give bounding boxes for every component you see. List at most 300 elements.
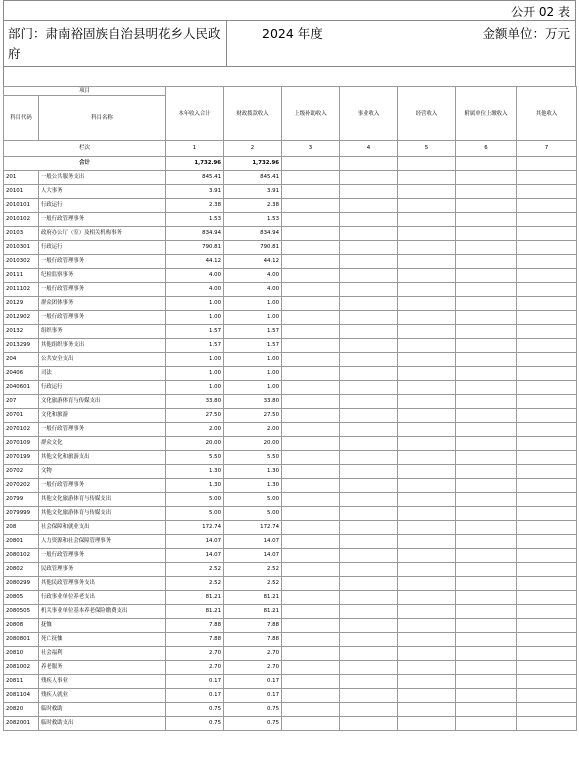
fiscal-appropriation: 4.00 (224, 283, 282, 297)
empty-cell (282, 199, 340, 213)
subject-name: 残疾人就业 (39, 689, 166, 703)
fiscal-appropriation: 5.00 (224, 493, 282, 507)
fiscal-appropriation: 2.38 (224, 199, 282, 213)
col-header-5: 经营收入 (398, 87, 456, 141)
subject-name: 行政运行 (39, 199, 166, 213)
empty-cell (517, 465, 577, 479)
empty-cell (517, 633, 577, 647)
empty-cell (340, 241, 398, 255)
income-total: 5.00 (166, 507, 224, 521)
empty-cell (517, 479, 577, 493)
empty-cell (456, 521, 517, 535)
table-row (4, 423, 577, 437)
empty-cell (282, 479, 340, 493)
empty-cell (282, 647, 340, 661)
empty-cell (456, 591, 517, 605)
empty-cell (398, 339, 456, 353)
table-row (4, 605, 577, 619)
empty-cell (282, 395, 340, 409)
subject-code: 2070102 (4, 423, 39, 437)
empty-cell (517, 297, 577, 311)
empty-cell (282, 451, 340, 465)
empty-cell (398, 297, 456, 311)
total-value: 1,732.96 (224, 157, 282, 171)
subject-code: 2010102 (4, 213, 39, 227)
empty-cell (398, 535, 456, 549)
index-row (4, 141, 577, 157)
empty-cell (282, 367, 340, 381)
empty-cell (282, 339, 340, 353)
fiscal-appropriation: 1.53 (224, 213, 282, 227)
income-total: 4.00 (166, 283, 224, 297)
empty-cell (398, 507, 456, 521)
fiscal-appropriation: 1.00 (224, 367, 282, 381)
subject-code: 2040601 (4, 381, 39, 395)
table-row (4, 395, 577, 409)
empty-cell (282, 507, 340, 521)
empty-cell (456, 675, 517, 689)
empty-cell (517, 213, 577, 227)
empty-cell (398, 227, 456, 241)
subject-code: 20406 (4, 367, 39, 381)
fiscal-appropriation: 81.21 (224, 605, 282, 619)
subject-name: 政府办公厅（室）及相关机构事务 (39, 227, 166, 241)
empty-cell (456, 381, 517, 395)
fiscal-appropriation: 5.00 (224, 507, 282, 521)
index-label: 栏次 (4, 141, 166, 157)
empty-cell (456, 437, 517, 451)
empty-cell (456, 297, 517, 311)
subject-code: 2080801 (4, 633, 39, 647)
income-total: 7.88 (166, 619, 224, 633)
subject-code: 20103 (4, 227, 39, 241)
empty-cell (517, 381, 577, 395)
income-total: 1.30 (166, 465, 224, 479)
empty-cell (398, 311, 456, 325)
income-total: 44.12 (166, 255, 224, 269)
fiscal-appropriation: 1.00 (224, 297, 282, 311)
empty-cell (517, 451, 577, 465)
income-total: 81.21 (166, 605, 224, 619)
income-total: 27.50 (166, 409, 224, 423)
empty-cell (517, 171, 577, 185)
subject-name: 其他文化和旅游支出 (39, 451, 166, 465)
subject-code: 2010101 (4, 199, 39, 213)
total-value: 1,732.96 (166, 157, 224, 171)
empty-cell (340, 255, 398, 269)
empty-cell (456, 157, 517, 171)
col-header-1: 本年收入合计 (166, 87, 224, 141)
subject-name: 人大事务 (39, 185, 166, 199)
subject-name: 其他文化旅游体育与传媒支出 (39, 493, 166, 507)
empty-cell (398, 521, 456, 535)
subject-code: 2070202 (4, 479, 39, 493)
empty-cell (456, 367, 517, 381)
empty-cell (517, 661, 577, 675)
table-row (4, 563, 577, 577)
empty-cell (340, 325, 398, 339)
income-total: 5.50 (166, 451, 224, 465)
subject-name: 一般行政管理事务 (39, 213, 166, 227)
empty-cell (398, 647, 456, 661)
empty-cell (282, 689, 340, 703)
empty-cell (340, 689, 398, 703)
income-total: 1.00 (166, 367, 224, 381)
table-row (4, 171, 577, 185)
subject-name: 行政运行 (39, 241, 166, 255)
empty-cell (517, 535, 577, 549)
fiscal-appropriation: 845.41 (224, 171, 282, 185)
subject-code: 2011102 (4, 283, 39, 297)
report-year: 2024 年度 (262, 26, 323, 41)
empty-cell (456, 577, 517, 591)
empty-cell (340, 563, 398, 577)
subject-name: 司法 (39, 367, 166, 381)
empty-cell (282, 437, 340, 451)
fiscal-appropriation: 172.74 (224, 521, 282, 535)
table-row (4, 213, 577, 227)
empty-cell (456, 339, 517, 353)
empty-cell (282, 297, 340, 311)
subject-code: 2010301 (4, 241, 39, 255)
fiscal-appropriation: 834.94 (224, 227, 282, 241)
income-total: 0.75 (166, 703, 224, 717)
subject-code: 20799 (4, 493, 39, 507)
empty-cell (517, 577, 577, 591)
empty-cell (398, 479, 456, 493)
empty-cell (340, 717, 398, 731)
empty-cell (340, 633, 398, 647)
empty-cell (456, 325, 517, 339)
subject-code: 20805 (4, 591, 39, 605)
empty-cell (456, 213, 517, 227)
subject-code: 2013299 (4, 339, 39, 353)
empty-cell (340, 213, 398, 227)
subject-name: 临时救助 (39, 703, 166, 717)
empty-cell (398, 591, 456, 605)
table-row (4, 227, 577, 241)
income-total: 1.00 (166, 311, 224, 325)
table-row (4, 465, 577, 479)
table-row (4, 479, 577, 493)
col-header-3: 上级补助收入 (282, 87, 340, 141)
empty-cell (282, 255, 340, 269)
empty-cell (517, 367, 577, 381)
empty-cell (456, 241, 517, 255)
table-row (4, 689, 577, 703)
empty-cell (456, 409, 517, 423)
amount-unit: 金额单位：万元 (482, 26, 570, 41)
table-row (4, 269, 577, 283)
table-row (4, 591, 577, 605)
table-row (4, 703, 577, 717)
subject-name: 文化旅游体育与传媒支出 (39, 395, 166, 409)
table-row (4, 675, 577, 689)
subject-name: 一般行政管理事务 (39, 479, 166, 493)
income-total: 1.00 (166, 297, 224, 311)
income-total: 7.88 (166, 633, 224, 647)
subject-code: 208 (4, 521, 39, 535)
empty-cell (340, 549, 398, 563)
empty-cell (517, 605, 577, 619)
empty-cell (456, 311, 517, 325)
empty-cell (398, 353, 456, 367)
subject-code: 20132 (4, 325, 39, 339)
subject-name: 纪检监察事务 (39, 269, 166, 283)
income-total: 1.00 (166, 353, 224, 367)
income-total: 2.70 (166, 661, 224, 675)
subject-name: 人力资源和社会保障管理事务 (39, 535, 166, 549)
index-value: 3 (282, 141, 340, 157)
income-table (3, 86, 577, 731)
empty-cell (456, 171, 517, 185)
subject-name: 残疾人事业 (39, 675, 166, 689)
empty-cell (340, 157, 398, 171)
empty-cell (456, 451, 517, 465)
empty-cell (398, 283, 456, 297)
empty-cell (398, 619, 456, 633)
table-row (4, 521, 577, 535)
fiscal-appropriation: 2.70 (224, 647, 282, 661)
fiscal-appropriation: 14.07 (224, 535, 282, 549)
fiscal-appropriation: 2.52 (224, 563, 282, 577)
subject-code: 20811 (4, 675, 39, 689)
table-row (4, 619, 577, 633)
empty-cell (340, 409, 398, 423)
empty-cell (340, 311, 398, 325)
empty-cell (340, 647, 398, 661)
empty-cell (517, 437, 577, 451)
income-total: 2.38 (166, 199, 224, 213)
empty-cell (398, 381, 456, 395)
empty-cell (456, 199, 517, 213)
index-value: 6 (456, 141, 517, 157)
subject-code: 2081002 (4, 661, 39, 675)
empty-cell (517, 255, 577, 269)
income-total: 5.00 (166, 493, 224, 507)
code-header: 科目代码 (4, 96, 39, 141)
fiscal-appropriation: 7.88 (224, 633, 282, 647)
fiscal-appropriation: 2.70 (224, 661, 282, 675)
empty-cell (517, 507, 577, 521)
empty-cell (517, 717, 577, 731)
empty-cell (282, 157, 340, 171)
empty-cell (398, 395, 456, 409)
table-row (4, 717, 577, 731)
subject-name: 群众文化 (39, 437, 166, 451)
col-header-7: 其他收入 (517, 87, 577, 141)
empty-cell (456, 619, 517, 633)
empty-cell (340, 451, 398, 465)
income-total: 2.70 (166, 647, 224, 661)
subject-name: 养老服务 (39, 661, 166, 675)
empty-cell (282, 325, 340, 339)
table-row (4, 577, 577, 591)
empty-cell (282, 409, 340, 423)
empty-cell (517, 703, 577, 717)
income-total: 0.17 (166, 675, 224, 689)
empty-cell (282, 521, 340, 535)
subject-name: 抚恤 (39, 619, 166, 633)
fiscal-appropriation: 81.21 (224, 591, 282, 605)
empty-cell (282, 549, 340, 563)
fiscal-appropriation: 0.17 (224, 689, 282, 703)
empty-cell (398, 675, 456, 689)
empty-cell (340, 675, 398, 689)
table-row (4, 549, 577, 563)
fiscal-appropriation: 1.57 (224, 325, 282, 339)
subject-code: 2012902 (4, 311, 39, 325)
empty-cell (282, 213, 340, 227)
subject-code: 204 (4, 353, 39, 367)
fiscal-appropriation: 44.12 (224, 255, 282, 269)
empty-cell (456, 185, 517, 199)
fiscal-appropriation: 2.00 (224, 423, 282, 437)
empty-cell (456, 689, 517, 703)
form-label: 公开 02 表 (511, 5, 570, 19)
empty-cell (282, 577, 340, 591)
income-total: 2.52 (166, 563, 224, 577)
income-total: 33.80 (166, 395, 224, 409)
subject-code: 20111 (4, 269, 39, 283)
empty-cell (398, 409, 456, 423)
empty-cell (340, 423, 398, 437)
subject-name: 社会福利 (39, 647, 166, 661)
empty-cell (456, 255, 517, 269)
empty-cell (517, 521, 577, 535)
table-row (4, 493, 577, 507)
subject-name: 一般行政管理事务 (39, 423, 166, 437)
fiscal-appropriation: 3.91 (224, 185, 282, 199)
table-row (4, 185, 577, 199)
table-row (4, 381, 577, 395)
empty-cell (282, 661, 340, 675)
empty-cell (282, 353, 340, 367)
empty-cell (517, 591, 577, 605)
empty-cell (517, 423, 577, 437)
empty-cell (282, 185, 340, 199)
empty-cell (517, 619, 577, 633)
empty-cell (340, 395, 398, 409)
empty-cell (282, 171, 340, 185)
empty-cell (398, 717, 456, 731)
fiscal-appropriation: 33.80 (224, 395, 282, 409)
empty-cell (282, 311, 340, 325)
index-value: 1 (166, 141, 224, 157)
table-row (4, 199, 577, 213)
empty-cell (517, 269, 577, 283)
subject-name: 文化和旅游 (39, 409, 166, 423)
empty-cell (517, 493, 577, 507)
empty-cell (517, 689, 577, 703)
income-total: 81.21 (166, 591, 224, 605)
empty-cell (456, 353, 517, 367)
empty-cell (398, 423, 456, 437)
table-row (4, 241, 577, 255)
subject-code: 20802 (4, 563, 39, 577)
subject-name: 其他文化旅游体育与传媒支出 (39, 507, 166, 521)
fiscal-appropriation: 1.30 (224, 479, 282, 493)
table-row (4, 437, 577, 451)
subject-name: 其他组织事务支出 (39, 339, 166, 353)
subject-code: 2082001 (4, 717, 39, 731)
fiscal-appropriation: 2.52 (224, 577, 282, 591)
empty-cell (282, 465, 340, 479)
table-row (4, 283, 577, 297)
empty-cell (398, 563, 456, 577)
fiscal-appropriation: 1.00 (224, 353, 282, 367)
empty-cell (517, 353, 577, 367)
empty-cell (282, 423, 340, 437)
fiscal-appropriation: 1.30 (224, 465, 282, 479)
subject-code: 20808 (4, 619, 39, 633)
empty-cell (517, 647, 577, 661)
income-total: 172.74 (166, 521, 224, 535)
empty-cell (398, 703, 456, 717)
empty-cell (398, 325, 456, 339)
index-value: 2 (224, 141, 282, 157)
empty-cell (456, 423, 517, 437)
subject-name: 一般行政管理事务 (39, 255, 166, 269)
empty-cell (456, 283, 517, 297)
empty-cell (340, 353, 398, 367)
empty-cell (282, 269, 340, 283)
table-row (4, 633, 577, 647)
fiscal-appropriation: 20.00 (224, 437, 282, 451)
empty-cell (340, 437, 398, 451)
empty-cell (340, 535, 398, 549)
empty-cell (398, 269, 456, 283)
table-row (4, 325, 577, 339)
empty-cell (282, 633, 340, 647)
empty-cell (282, 563, 340, 577)
col-header-6: 附属单位上缴收入 (456, 87, 517, 141)
empty-cell (340, 577, 398, 591)
total-row (4, 157, 577, 171)
fiscal-appropriation: 27.50 (224, 409, 282, 423)
empty-cell (282, 493, 340, 507)
table-row (4, 451, 577, 465)
subject-code: 2080299 (4, 577, 39, 591)
empty-cell (456, 605, 517, 619)
empty-cell (398, 633, 456, 647)
subject-name: 临时救助支出 (39, 717, 166, 731)
fiscal-appropriation: 0.75 (224, 703, 282, 717)
subject-name: 一般行政管理事务 (39, 549, 166, 563)
subject-name: 死亡抚恤 (39, 633, 166, 647)
subject-code: 20702 (4, 465, 39, 479)
subject-name: 文物 (39, 465, 166, 479)
subject-code: 20820 (4, 703, 39, 717)
empty-cell (517, 675, 577, 689)
empty-cell (340, 619, 398, 633)
empty-cell (517, 185, 577, 199)
empty-cell (398, 213, 456, 227)
empty-cell (340, 185, 398, 199)
subject-name: 公共安全支出 (39, 353, 166, 367)
empty-cell (398, 185, 456, 199)
empty-cell (456, 493, 517, 507)
fiscal-appropriation: 14.07 (224, 549, 282, 563)
index-value: 5 (398, 141, 456, 157)
empty-cell (456, 269, 517, 283)
subject-name: 民政管理事务 (39, 563, 166, 577)
empty-cell (398, 451, 456, 465)
empty-cell (517, 325, 577, 339)
subject-code: 2081104 (4, 689, 39, 703)
empty-cell (398, 255, 456, 269)
empty-cell (340, 521, 398, 535)
